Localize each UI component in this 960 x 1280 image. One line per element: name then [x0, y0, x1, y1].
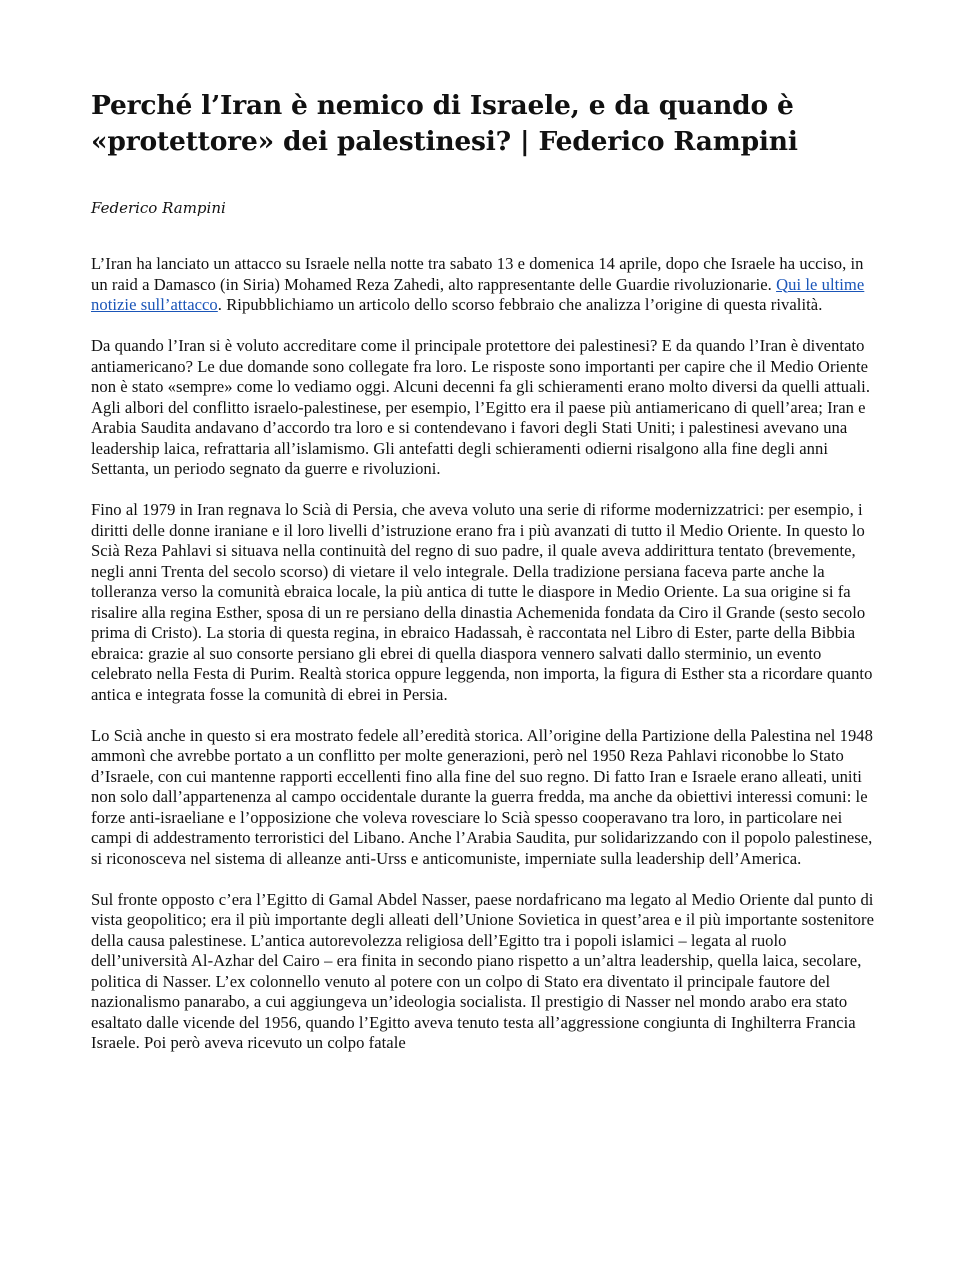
- paragraph-intro-text-end: . Ripubblichiamo un articolo dello scorso febbraio che analizza l’origine di questa rivalità.: [217, 295, 823, 314]
- paragraph-4: Lo Scià anche in questo si era mostrato fedele all’eredità storica. All’origine della Partizione della Palestina nel 1948 ammonì che avrebbe portato a un conflitto per molte generazioni, però nel 1950 Reza Pahlavi riconobbe lo Stato d’Israele, con cui mantenne rapporti eccellenti fino alla fine del suo regno. Di fatto Iran e Israele erano alleati, uniti non solo dall’appartenenza al campo occidentale durante la guerra fredda, ma anche da obiettivi interessi comuni: le forze anti-israeliane e l’opposizione che voleva rovesciare lo Scià spesso cooperavano tra loro, in particolare nei campi di addestramento terroristici del Libano. Anche l’Arabia Saudita, pur solidarizzando con il popolo palestinese, si riconosceva nel sistema di alleanze anti-Urss e anticomuniste, imperniate sulla leadership dell’America.: [91, 725, 874, 868]
- article-author: Federico Rampini: [91, 199, 226, 217]
- paragraph-5: Sul fronte opposto c’era l’Egitto di Gamal Abdel Nasser, paese nordafricano ma legato al Medio Oriente dal punto di vista geopolitico; era il più importante degli alleati dell’Unione Sovietica in quest’area e il più importante sostenitore della causa palestinese. L’antica autorevolezza religiosa dell’Egitto tra i popoli islamici – legata al ruolo dell’università Al-Azhar del Cairo – era finita in secondo piano rispetto a un’altra leadership, quella laica, secolare, politica di Nasser. L’ex colonnello venuto al potere con un colpo di Stato era diventato il principale fautore del nazionalismo panarabo, a cui aggiungeva un’ideologia socialista. Il prestigio di Nasser nel mondo arabo era stato esaltato dalle vicende del 1956, quando l’Egitto aveva tenuto testa all’aggressione congiunta di Inghilterra Francia Israele. Poi però aveva ricevuto un colpo fatale: [91, 889, 875, 1052]
- paragraph-3: Fino al 1979 in Iran regnava lo Scià di Persia, che aveva voluto una serie di riforme modernizzatrici: per esempio, i diritti delle donne iraniane e il loro livelli d’istruzione erano fra i più avanzati di tutto il Medio Oriente. In questo lo Scià Reza Pahlavi si situava nella continuità del regno di suo padre, il quale aveva addirittura tentato (brevemente, negli anni Trenta del secolo scorso) di vietare il velo integrale. Della tradizione persiana faceva parte anche la tolleranza verso la comunità ebraica locale, la più antica di tutte le diaspore in Medio Oriente. La sua origine si fa risalire alla regina Esther, sposa di un re persiano della dinastia Achemenida fondata da Ciro il Grande (sesto secolo prima di Cristo). La storia di questa regina, in ebraico Hadassah, è raccontata nel Libro di Ester, parte della Bibbia ebraica: grazie al suo consorte persiano gli ebrei di quella diaspora vennero salvati dallo sterminio, un evento celebrato nella Festa di Purim. Realtà storica oppure leggenda, non importa, la figura di Esther sta a ricordare quanto antica e integrata fosse la comunità di ebrei in Persia.: [91, 500, 873, 704]
- latest-news-link[interactable]: Qui le ultime notizie sull’attacco: [91, 274, 865, 314]
- paragraph-intro-text: L’Iran ha lanciato un attacco su Israele nella notte tra sabato 13 e domenica 14 aprile, dopo che Israele ha ucciso, in un raid a Damasco (in Siria) Mohamed Reza Zahedi, alto rappresentante delle Guardie rivoluzionarie.: [91, 254, 864, 294]
- paragraph-intro: [91, 254, 881, 316]
- paragraph-2: Da quando l’Iran si è voluto accreditare come il principale protettore dei palestinesi? E da quando l’Iran è diventato antiamericano? Le due domande sono collegate fra loro. Le risposte sono importanti per capire che il Medio Oriente non è stato «sempre» come lo vediamo oggi. Alcuni decenni fa gli schieramenti erano molto diversi da quelli attuali. Agli albori del conflitto israelo-palestinese, per esempio, l’Egitto era il paese più antiamericano di quell’area; Iran e Arabia Saudita andavano d’accordo tra loro e si contendevano i favori degli Stati Uniti; i palestinesi avevano una leadership laica, refrattaria all’islamismo. Gli antefatti degli schieramenti odierni risalgono alla fine degli anni Settanta, un periodo segnato da guerre e rivoluzioni.: [91, 336, 871, 478]
- article-title: Perché l’Iran è nemico di Israele, e da quando è «protettore» dei palestinesi? | Federico Rampini: [91, 90, 798, 157]
- article-body: [91, 254, 881, 1074]
